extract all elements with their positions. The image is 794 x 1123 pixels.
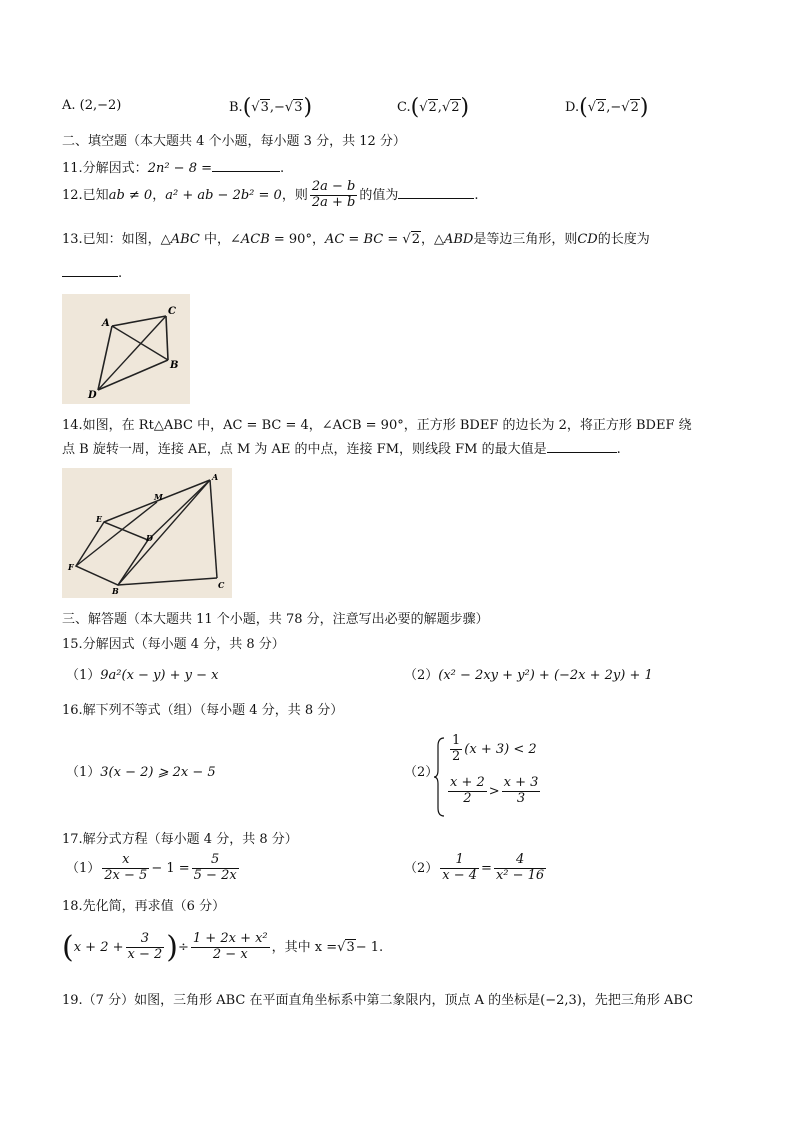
question-13: 13.已知：如图，△ABC 中，∠ACB = 90°，AC = BC = √2，△ABD是等边三角形，则CD的长度为 — [62, 232, 650, 247]
question-17-part-1: （1） $\frac{x}{2x - 5}$ − 1 = $\frac{5}{5 - 2x}$ — [66, 852, 237, 883]
option-d: D.(√2,−√2) — [565, 95, 649, 120]
question-15-part-1: （1）9a²(x − y) + y − x — [66, 668, 219, 683]
question-18-title: 18.先化简，再求值（6 分） — [62, 899, 226, 914]
label-d: D — [88, 390, 97, 401]
figure-14 — [62, 468, 232, 598]
section-heading-fill-in: 二、填空题（本大题共 4 个小题，每小题 3 分，共 12 分） — [62, 134, 406, 149]
label-a: A — [102, 318, 110, 329]
question-17-title: 17.解分式方程（每小题 4 分，共 8 分） — [62, 832, 298, 847]
question-18-expression: (x + 2 + $\frac{3}{x - 2}$ )÷ $\frac{\text{1 + 2x + x²}}{2 - x}$ ，其中 x =√3− 1. — [62, 930, 384, 965]
question-15-part-2: （2）(x² − 2xy + y²) + (−2x + 2y) + 1 — [404, 668, 653, 683]
question-11: 11.分解因式：2n² − 8 = . — [62, 161, 285, 176]
question-16-part-1: （1）3(x − 2) ⩾ 2x − 5 — [66, 765, 216, 780]
left-brace-icon — [434, 736, 446, 818]
question-14-line-2: 点 B 旋转一周，连接 AE，点 M 为 AE 的中点，连接 FM，则线段 FM 的最大值是 . — [62, 442, 621, 457]
label-e: E — [96, 514, 103, 524]
question-17-part-2: （2） $\frac{1}{x - 4}$ = $\frac{4}{\text{x² − 16}}$ — [404, 852, 545, 883]
option-b: B.(√3,−√3) — [229, 95, 313, 120]
label-c: C — [218, 580, 225, 590]
q12-fraction: $\frac{2a - b}{2a + b}$ — [311, 179, 356, 210]
inequality-system-line-1: $\frac{1}{2}$ (x + 3) < 2 — [452, 733, 537, 764]
option-a-value: (2,−2) — [79, 98, 122, 113]
question-15-title: 15.分解因式（每小题 4 分，共 8 分） — [62, 637, 285, 652]
label-m: M — [154, 492, 163, 502]
figure-13 — [62, 294, 190, 404]
question-12: 12.已知ab ≠ 0，a² + ab − 2b² = 0，则 $\frac{2a - b}{2a + b}$ 的值为 . — [62, 179, 479, 210]
answer-blank — [398, 198, 474, 199]
option-c: C.(√2,√2) — [397, 95, 470, 120]
answer-blank — [212, 171, 280, 172]
question-14-line-1: 14.如图，在 Rt△ABC 中，AC = BC = 4，∠ACB = 90°，正方形 BDEF 的边长为 2，将正方形 BDEF 绕 — [62, 418, 692, 433]
figure-13-diagram — [62, 294, 190, 404]
question-16-part-2-number: （2） — [404, 765, 439, 780]
question-16-title: 16.解下列不等式（组）（每小题 4 分，共 8 分） — [62, 703, 344, 718]
label-c: C — [168, 306, 176, 317]
label-d: D — [146, 533, 153, 543]
question-19: 19.（7 分）如图，三角形 ABC 在平面直角坐标系中第二象限内，顶点 A 的坐标是(−2,3)，先把三角形 ABC — [62, 993, 694, 1008]
answer-blank — [62, 276, 118, 277]
label-f: F — [68, 562, 74, 572]
label-b: B — [170, 360, 179, 371]
question-13-blank-line: . — [62, 266, 122, 282]
figure-14-diagram — [62, 468, 232, 598]
label-b: B — [112, 586, 119, 596]
answer-blank — [547, 452, 617, 453]
inequality-system-line-2: $\frac{x + 2}{2}$ > $\frac{x + 3}{3}$ — [450, 775, 539, 806]
label-a: A — [212, 472, 219, 482]
option-a: A. (2,−2) — [62, 98, 122, 113]
section-heading-solutions: 三、解答题（本大题共 11 个小题，共 78 分，注意写出必要的解题步骤） — [62, 612, 489, 627]
